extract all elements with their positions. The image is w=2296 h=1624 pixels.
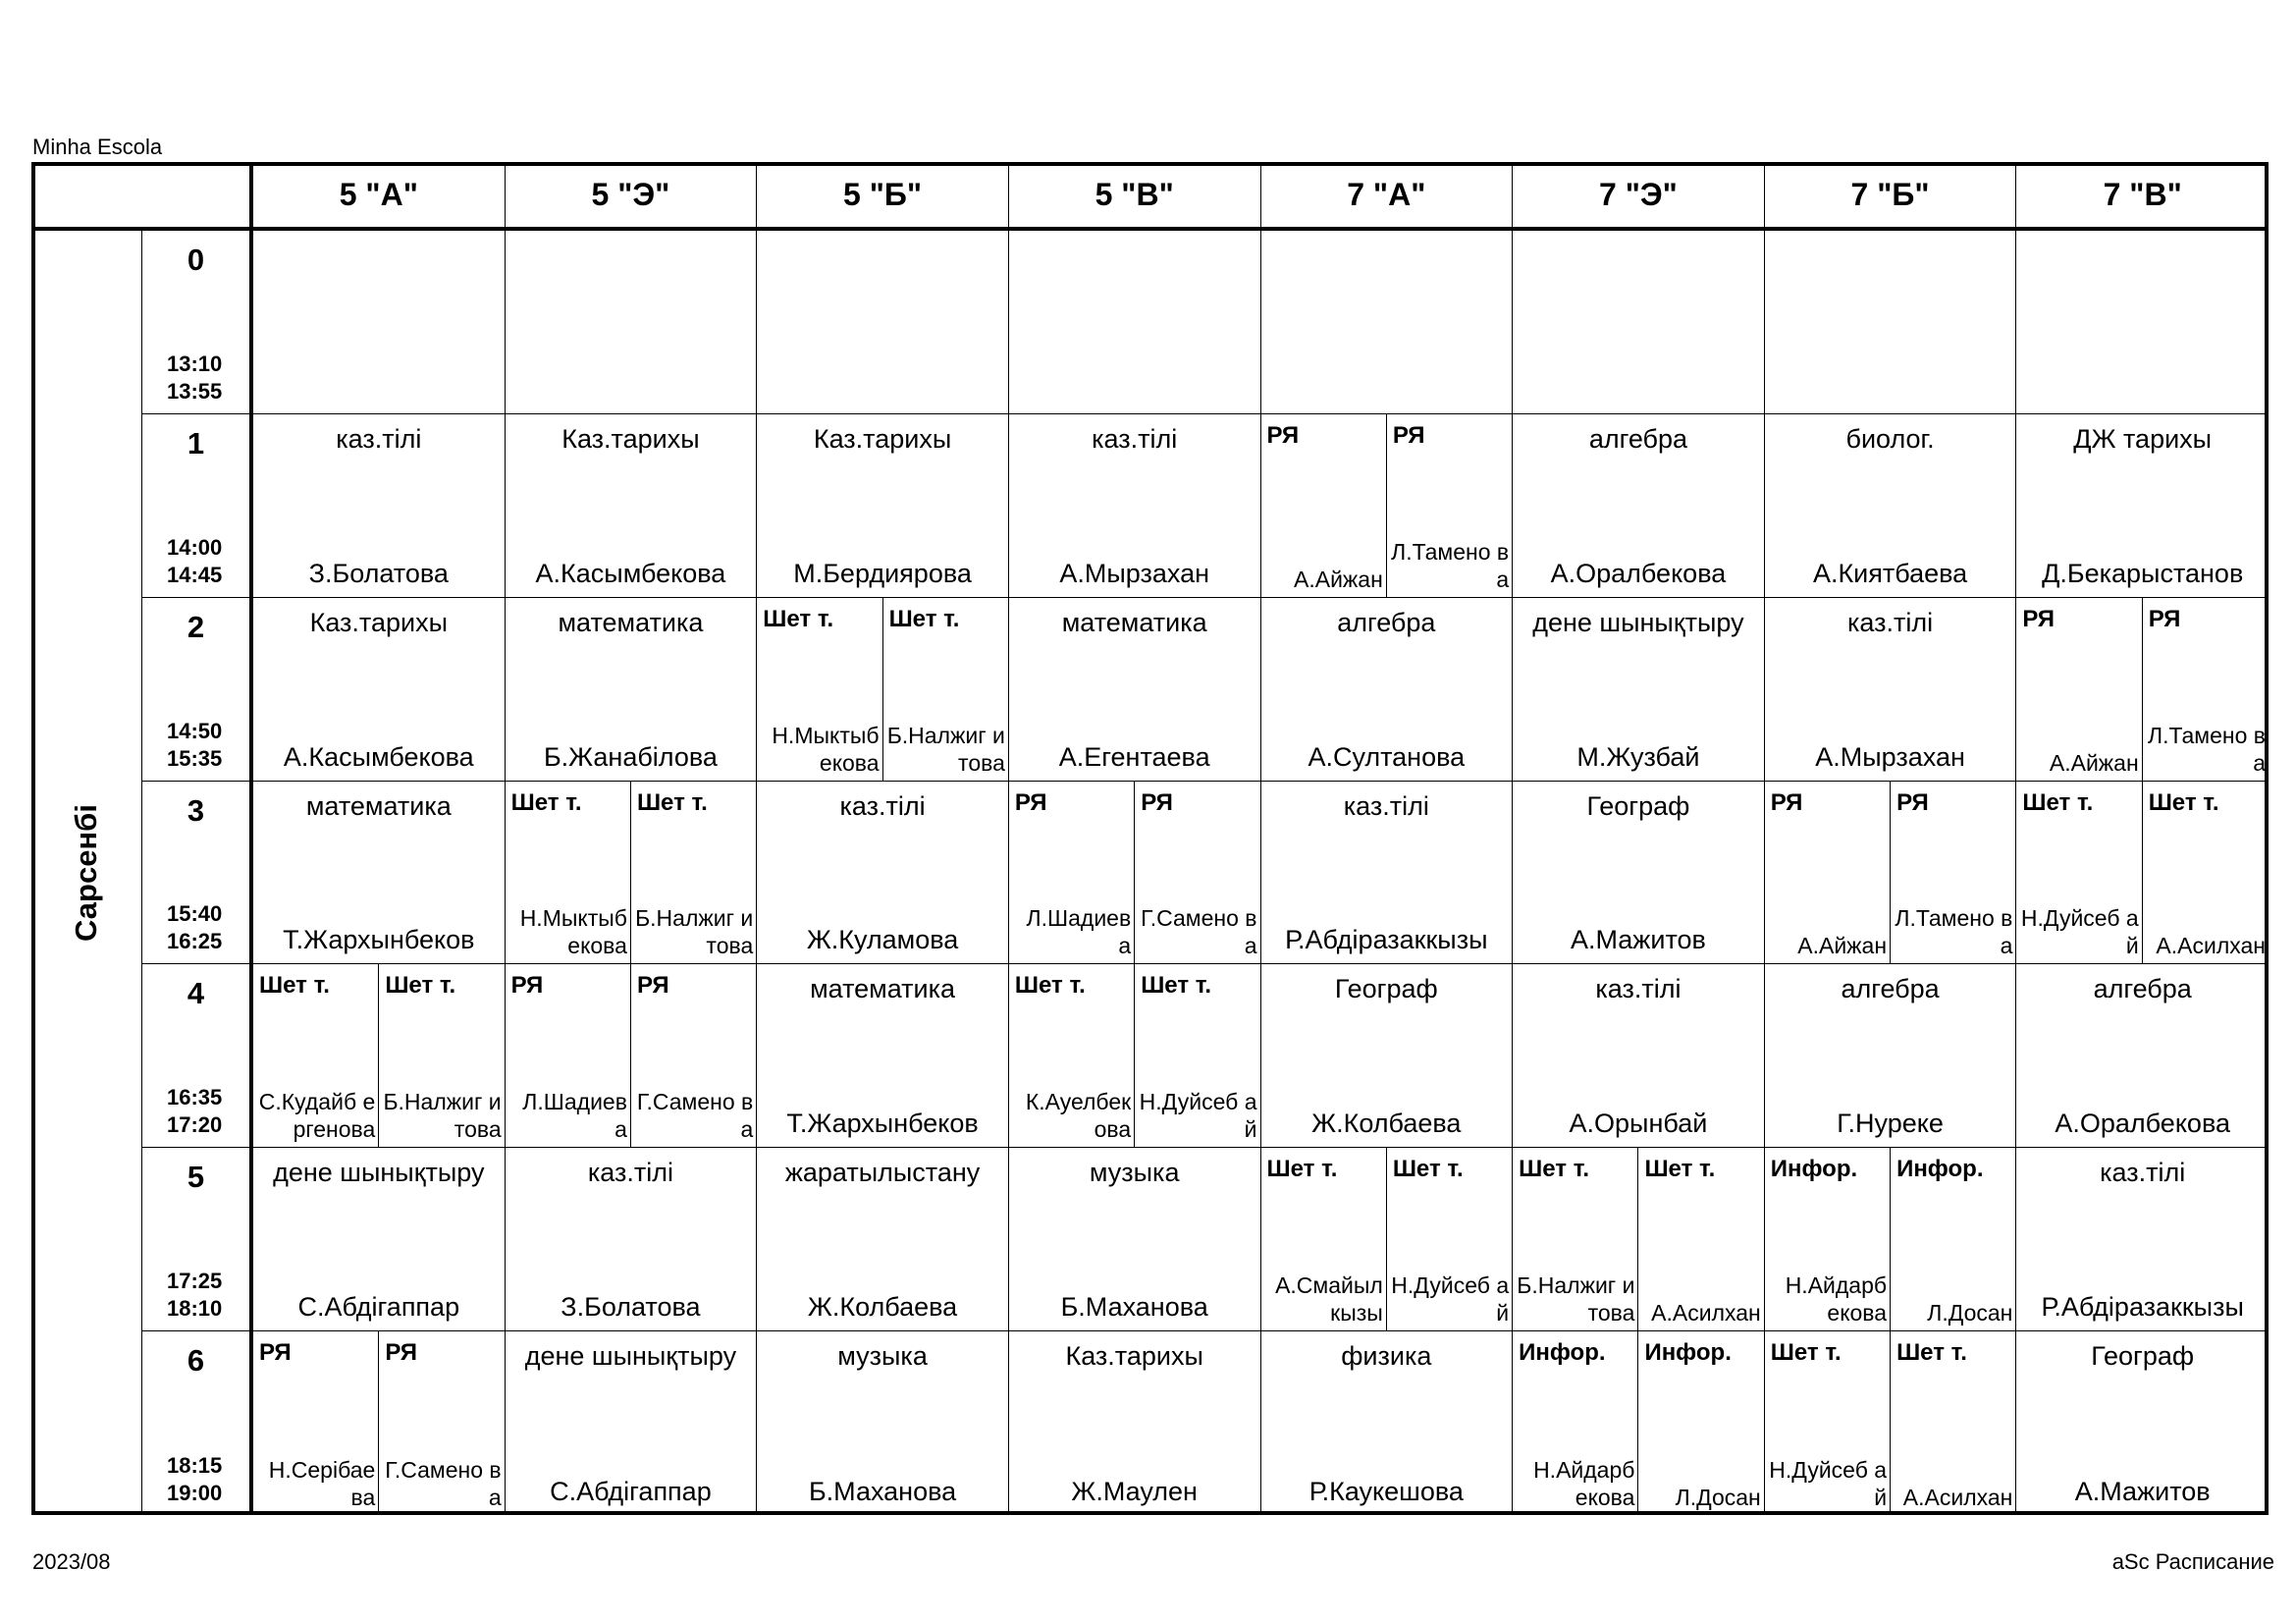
lesson-subject: каз.тілі xyxy=(1595,974,1682,1004)
lesson-subject: РЯ xyxy=(259,1339,292,1367)
lesson-teacher: А.Касымбекова xyxy=(283,741,474,772)
lesson-group-cell xyxy=(1513,1331,1638,1515)
lesson-teacher: Н.Серібае ва xyxy=(268,1456,376,1510)
lesson-teacher: Ж.Маулен xyxy=(1071,1476,1198,1506)
lesson-subject: РЯ xyxy=(2022,605,2056,632)
lesson-subject: каз.тілі xyxy=(839,790,926,821)
lesson-group-cell xyxy=(1387,1148,1513,1331)
lesson-group-cell xyxy=(1009,964,1135,1148)
lesson-group-cell xyxy=(631,782,757,965)
lesson-group-cell xyxy=(253,1331,379,1515)
lesson-teacher: Л.Досан xyxy=(1927,1300,2013,1326)
lesson-subject: алгебра xyxy=(2093,974,2192,1004)
lesson-group-cell xyxy=(506,782,631,965)
lesson-subject: Шет т. xyxy=(259,972,330,1000)
period-end: 18:10 xyxy=(167,1296,223,1322)
lesson-teacher: А.Орынбай xyxy=(1569,1109,1708,1139)
period-end: 15:35 xyxy=(167,745,223,771)
lesson-cell xyxy=(1261,782,1514,965)
lesson-subject: каз.тілі xyxy=(587,1158,673,1188)
period-start: 13:10 xyxy=(167,351,223,376)
lesson-subject: Инфор. xyxy=(1770,1156,1858,1183)
lesson-teacher: А.Егентаева xyxy=(1058,741,1210,772)
lesson-teacher: А.Мырзахан xyxy=(1815,741,1965,772)
lesson-group-cell xyxy=(2016,598,2142,782)
lesson-subject: ДЖ тарихы xyxy=(2073,423,2213,454)
period-time xyxy=(167,1084,222,1139)
lesson-cell xyxy=(2016,1331,2269,1515)
lesson-subject: Шет т. xyxy=(2148,788,2219,816)
period-cell xyxy=(142,1331,253,1515)
lesson-cell xyxy=(1765,964,2017,1148)
lesson-subject: дене шынықтыру xyxy=(273,1158,485,1188)
lesson-subject: Географ xyxy=(1586,790,1690,821)
period-time xyxy=(167,534,222,589)
lesson-cell xyxy=(253,598,506,782)
period-cell xyxy=(142,1148,253,1331)
lesson-teacher: Л.Тамено ва xyxy=(1895,905,2013,959)
lesson-teacher: З.Болатова xyxy=(308,558,449,588)
lesson-subject: РЯ xyxy=(2148,605,2181,632)
period-time xyxy=(167,1268,222,1323)
lesson-group-cell xyxy=(1765,782,1891,965)
lesson-subject: Инфор. xyxy=(1644,1339,1732,1367)
period-start: 14:50 xyxy=(167,718,223,743)
lesson-group-cell xyxy=(1135,964,1260,1148)
period-number: 1 xyxy=(187,425,205,460)
lesson-teacher: А.Асилхан xyxy=(2156,933,2266,959)
lesson-subject: жаратылыстану xyxy=(784,1158,981,1188)
lesson-cell xyxy=(2016,414,2269,598)
lesson-group-cell xyxy=(379,964,505,1148)
lesson-subject: РЯ xyxy=(1141,788,1173,816)
lesson-teacher: Г.Самено ва xyxy=(636,1089,754,1143)
lesson-teacher: М.Бердиярова xyxy=(793,558,972,588)
empty-cell xyxy=(2016,231,2269,414)
lesson-teacher: А.Асилхан xyxy=(1902,1484,2013,1510)
empty-cell xyxy=(757,231,1009,414)
lesson-cell xyxy=(506,414,758,598)
lesson-subject: Каз.тарихы xyxy=(309,607,449,637)
lesson-subject: РЯ xyxy=(636,972,669,1000)
footer-app-name: aSc Расписание xyxy=(2111,1549,2274,1574)
lesson-group-cell xyxy=(1261,1148,1387,1331)
period-start: 15:40 xyxy=(167,901,223,927)
lesson-cell xyxy=(757,1148,1009,1331)
lesson-cell xyxy=(506,1148,758,1331)
period-number: 2 xyxy=(187,609,205,644)
lesson-teacher: Л.Шадиев а xyxy=(1026,905,1132,959)
period-time xyxy=(167,351,222,406)
lesson-cell xyxy=(757,782,1009,965)
lesson-cell xyxy=(1009,1148,1261,1331)
class-header: 5 "А" xyxy=(253,162,506,231)
lesson-teacher: Н.Дуйсеб ай xyxy=(1139,1089,1257,1143)
period-number: 4 xyxy=(187,976,205,1011)
lesson-group-cell xyxy=(1891,782,2016,965)
lesson-teacher: С.Абдігаппар xyxy=(550,1476,712,1506)
lesson-teacher: А.Киятбаева xyxy=(1812,558,1968,588)
period-cell xyxy=(142,414,253,598)
period-end: 16:25 xyxy=(167,929,223,954)
lesson-teacher: Б.Налжиг итова xyxy=(635,905,754,959)
lesson-teacher: К.Ауелбек ова xyxy=(1025,1089,1132,1143)
lesson-cell xyxy=(1765,414,2017,598)
lesson-group-cell xyxy=(1765,1148,1891,1331)
lesson-cell xyxy=(506,1331,758,1515)
lesson-group-cell xyxy=(2143,598,2269,782)
lesson-subject: алгебра xyxy=(1841,974,1940,1004)
lesson-cell xyxy=(2016,1148,2269,1331)
lesson-teacher: Б.Налжиг итова xyxy=(886,722,1005,776)
period-number: 3 xyxy=(187,792,205,828)
lesson-cell xyxy=(1513,964,1765,1148)
lesson-group-cell xyxy=(757,598,882,782)
lesson-cell xyxy=(757,964,1009,1148)
empty-cell xyxy=(253,231,506,414)
lesson-group-cell xyxy=(631,964,757,1148)
lesson-cell xyxy=(1261,964,1514,1148)
lesson-subject: математика xyxy=(558,607,704,637)
lesson-cell xyxy=(1261,1331,1514,1515)
period-end: 19:00 xyxy=(167,1480,223,1505)
lesson-teacher: А.Мажитов xyxy=(2074,1476,2211,1506)
empty-cell xyxy=(1765,231,2017,414)
lesson-cell xyxy=(1513,782,1765,965)
lesson-subject: Шет т. xyxy=(385,972,456,1000)
lesson-teacher: Л.Тамено ва xyxy=(2148,722,2266,776)
lesson-cell xyxy=(253,414,506,598)
lesson-teacher: Н.Дуйсеб ай xyxy=(2020,905,2139,959)
footer-date: 2023/08 xyxy=(32,1549,111,1574)
lesson-subject: Шет т. xyxy=(1392,1156,1464,1183)
lesson-subject: Географ xyxy=(2091,1341,2195,1372)
lesson-subject: Шет т. xyxy=(763,605,834,632)
lesson-group-cell xyxy=(1513,1148,1638,1331)
lesson-teacher: А.Касымбекова xyxy=(535,558,726,588)
lesson-subject: РЯ xyxy=(1014,788,1047,816)
lesson-teacher: А.Мажитов xyxy=(1570,925,1706,955)
lesson-subject: Шет т. xyxy=(636,788,708,816)
lesson-subject: биолог. xyxy=(1845,423,1935,454)
lesson-cell xyxy=(1513,598,1765,782)
lesson-teacher: А.Смайыл кызы xyxy=(1275,1272,1383,1326)
lesson-group-cell xyxy=(2143,782,2269,965)
lesson-cell xyxy=(1513,414,1765,598)
lesson-group-cell xyxy=(1261,414,1387,598)
lesson-subject: каз.тілі xyxy=(1092,423,1178,454)
lesson-subject: физика xyxy=(1341,1341,1432,1372)
lesson-subject: математика xyxy=(305,790,452,821)
lesson-subject: Географ xyxy=(1334,974,1438,1004)
lesson-teacher: А.Айжан xyxy=(2049,749,2139,776)
lesson-subject: Шет т. xyxy=(888,605,960,632)
lesson-group-cell xyxy=(1891,1331,2016,1515)
lesson-teacher: Г.Нуреке xyxy=(1837,1109,1944,1139)
lesson-subject: РЯ xyxy=(1896,788,1929,816)
lesson-group-cell xyxy=(1135,782,1260,965)
lesson-subject: каз.тілі xyxy=(1343,790,1429,821)
period-end: 17:20 xyxy=(167,1112,223,1138)
period-start: 17:25 xyxy=(167,1269,223,1294)
period-time xyxy=(167,900,222,955)
period-start: 18:15 xyxy=(167,1452,223,1478)
lesson-teacher: Б.Налжиг итова xyxy=(383,1089,502,1143)
period-number: 5 xyxy=(187,1160,205,1195)
lesson-teacher: А.Айжан xyxy=(1797,933,1888,959)
lesson-teacher: Л.Тамено ва xyxy=(1391,538,1510,592)
lesson-subject: каз.тілі xyxy=(2100,1158,2186,1188)
lesson-subject: алгебра xyxy=(1337,607,1436,637)
lesson-teacher: А.Айжан xyxy=(1294,566,1383,592)
lesson-group-cell xyxy=(1765,1331,1891,1515)
lesson-teacher: Б.Маханова xyxy=(1060,1292,1208,1323)
lesson-cell xyxy=(1009,1331,1261,1515)
lesson-teacher: Н.Айдарб екова xyxy=(1785,1272,1888,1326)
lesson-teacher: Ж.Колбаева xyxy=(807,1292,958,1323)
lesson-teacher: А.Оралбекова xyxy=(1550,558,1727,588)
lesson-subject: Шет т. xyxy=(510,788,582,816)
period-cell xyxy=(142,231,253,414)
lesson-subject: Каз.тарихы xyxy=(561,423,700,454)
lesson-subject: алгебра xyxy=(1588,423,1688,454)
header-corner xyxy=(31,162,253,231)
lesson-subject: Шет т. xyxy=(1266,1156,1338,1183)
class-header: 7 "В" xyxy=(2016,162,2269,231)
lesson-subject: математика xyxy=(810,974,956,1004)
empty-cell xyxy=(1261,231,1514,414)
lesson-cell xyxy=(757,1331,1009,1515)
period-number: 0 xyxy=(187,243,205,277)
lesson-teacher: Р.Абдіразаккызы xyxy=(2041,1292,2244,1323)
lesson-subject: Шет т. xyxy=(2022,788,2094,816)
lesson-teacher: М.Жузбай xyxy=(1576,741,1700,772)
lesson-subject: дене шынықтыру xyxy=(1532,607,1744,637)
lesson-subject: дене шынықтыру xyxy=(524,1341,737,1372)
period-end: 13:55 xyxy=(167,378,223,404)
lesson-teacher: Н.Дуйсеб ай xyxy=(1391,1272,1510,1326)
lesson-subject: Инфор. xyxy=(1896,1156,1984,1183)
lesson-cell xyxy=(1009,598,1261,782)
lesson-cell xyxy=(506,598,758,782)
lesson-subject: Шет т. xyxy=(1896,1339,1967,1367)
lesson-subject: РЯ xyxy=(1392,421,1425,449)
school-name: Minha Escola xyxy=(32,135,163,159)
lesson-group-cell xyxy=(253,964,379,1148)
lesson-teacher: Р.Абдіразаккызы xyxy=(1285,925,1488,955)
period-time xyxy=(167,1452,222,1507)
lesson-teacher: С.Абдігаппар xyxy=(297,1292,460,1323)
lesson-teacher: А.Асилхан xyxy=(1651,1300,1761,1326)
lesson-subject: РЯ xyxy=(510,972,544,1000)
lesson-subject: каз.тілі xyxy=(1847,607,1934,637)
lesson-teacher: Л.Досан xyxy=(1675,1484,1761,1510)
lesson-group-cell xyxy=(1891,1148,2016,1331)
class-header: 5 "В" xyxy=(1009,162,1261,231)
period-start: 16:35 xyxy=(167,1085,223,1110)
period-start: 14:00 xyxy=(167,534,223,560)
lesson-teacher: Б.Налжиг итова xyxy=(1517,1272,1635,1326)
lesson-teacher: А.Оралбекова xyxy=(2055,1109,2231,1139)
empty-cell xyxy=(1009,231,1261,414)
lesson-subject: РЯ xyxy=(385,1339,417,1367)
lesson-group-cell xyxy=(506,964,631,1148)
period-time xyxy=(167,718,222,773)
period-end: 14:45 xyxy=(167,562,223,587)
period-cell xyxy=(142,782,253,965)
lesson-group-cell xyxy=(1009,782,1135,965)
lesson-cell xyxy=(757,414,1009,598)
lesson-subject: РЯ xyxy=(1770,788,1803,816)
day-label: Сарсенбі xyxy=(69,804,103,942)
lesson-teacher: Л.Шадиев а xyxy=(522,1089,627,1143)
class-header: 5 "Б" xyxy=(757,162,1009,231)
lesson-cell xyxy=(253,1148,506,1331)
lesson-cell xyxy=(1261,598,1514,782)
lesson-subject: Инфор. xyxy=(1519,1339,1606,1367)
lesson-subject: музыка xyxy=(837,1341,928,1372)
lesson-teacher: Д.Бекарыстанов xyxy=(2042,558,2244,588)
lesson-teacher: Н.Мыктыб екова xyxy=(772,722,880,776)
lesson-teacher: Ж.Куламова xyxy=(806,925,959,955)
lesson-teacher: Б.Жанабілова xyxy=(543,741,718,772)
lesson-group-cell xyxy=(1638,1148,1764,1331)
empty-cell xyxy=(1513,231,1765,414)
lesson-teacher: Н.Айдарб екова xyxy=(1533,1456,1635,1510)
lesson-subject: математика xyxy=(1061,607,1207,637)
lesson-teacher: Б.Маханова xyxy=(808,1476,957,1506)
lesson-teacher: Г.Самено ва xyxy=(1141,905,1257,959)
lesson-teacher: Т.Жархынбеков xyxy=(786,1109,979,1139)
lesson-subject: Каз.тарихы xyxy=(813,423,952,454)
lesson-teacher: Т.Жархынбеков xyxy=(283,925,475,955)
lesson-subject: Шет т. xyxy=(1014,972,1086,1000)
class-header: 5 "Э" xyxy=(506,162,758,231)
lesson-subject: Шет т. xyxy=(1770,1339,1842,1367)
lesson-subject: музыка xyxy=(1089,1158,1180,1188)
empty-cell xyxy=(506,231,758,414)
lesson-cell xyxy=(2016,964,2269,1148)
period-cell xyxy=(142,598,253,782)
lesson-group-cell xyxy=(379,1331,505,1515)
lesson-teacher: Н.Дуйсеб ай xyxy=(1769,1456,1888,1510)
period-number: 6 xyxy=(187,1343,205,1379)
lesson-teacher: Ж.Колбаева xyxy=(1311,1109,1462,1139)
lesson-teacher: Г.Самено ва xyxy=(385,1456,502,1510)
lesson-subject: РЯ xyxy=(1266,421,1300,449)
lesson-cell xyxy=(253,782,506,965)
lesson-cell xyxy=(1765,598,2017,782)
class-header: 7 "Э" xyxy=(1513,162,1765,231)
lesson-teacher: С.Кудайб ергенова xyxy=(258,1089,376,1143)
lesson-subject: каз.тілі xyxy=(336,423,422,454)
lesson-teacher: А.Султанова xyxy=(1308,741,1466,772)
lesson-subject: Шет т. xyxy=(1519,1156,1590,1183)
period-cell xyxy=(142,964,253,1148)
day-column xyxy=(31,231,142,1515)
lesson-subject: Каз.тарихы xyxy=(1065,1341,1203,1372)
class-header: 7 "Б" xyxy=(1765,162,2017,231)
lesson-group-cell xyxy=(1387,414,1513,598)
lesson-subject: Шет т. xyxy=(1141,972,1212,1000)
lesson-cell xyxy=(1009,414,1261,598)
timetable-grid xyxy=(31,162,2269,1515)
lesson-teacher: З.Болатова xyxy=(561,1292,701,1323)
lesson-group-cell xyxy=(883,598,1009,782)
class-header: 7 "А" xyxy=(1261,162,1514,231)
lesson-teacher: Н.Мыктыб екова xyxy=(519,905,627,959)
lesson-teacher: А.Мырзахан xyxy=(1059,558,1209,588)
lesson-group-cell xyxy=(1638,1331,1764,1515)
lesson-group-cell xyxy=(2016,782,2142,965)
lesson-teacher: Р.Каукешова xyxy=(1308,1476,1464,1506)
lesson-subject: Шет т. xyxy=(1644,1156,1716,1183)
